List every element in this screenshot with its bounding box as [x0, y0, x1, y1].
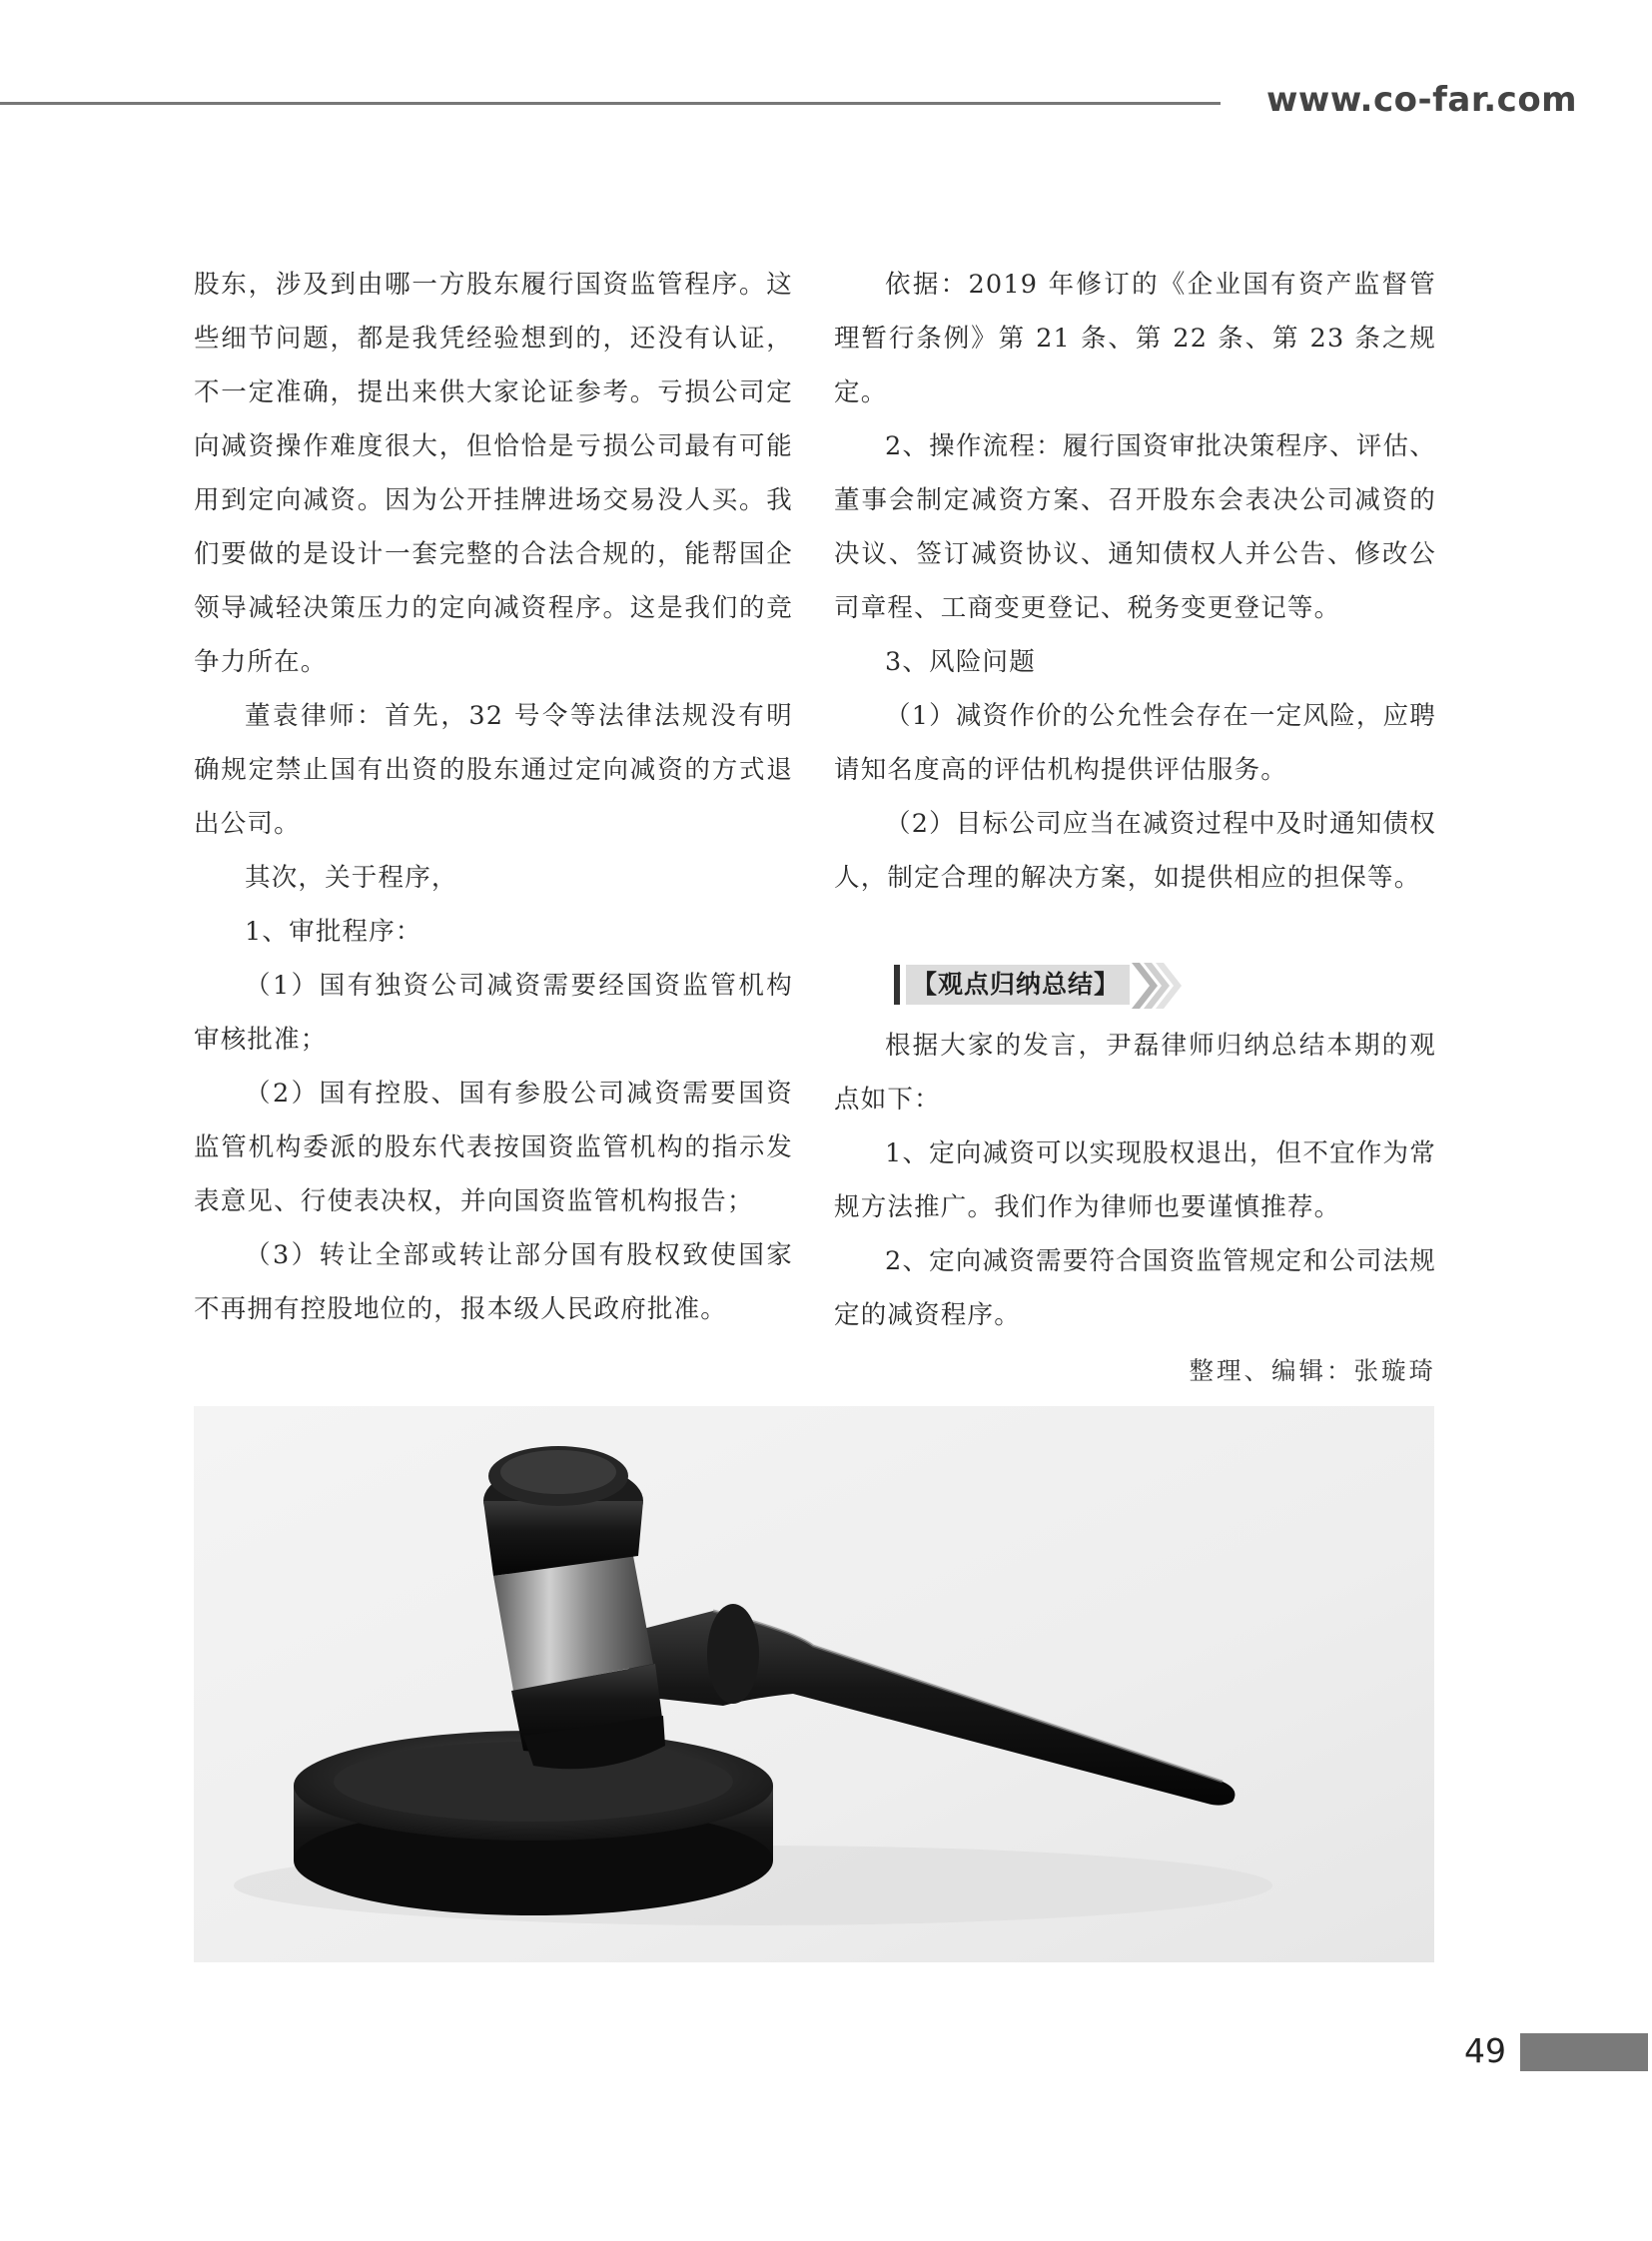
heading-stripes-decoration	[1132, 963, 1182, 1009]
summary-paragraph: 1、定向减资可以实现股权退出，但不宜作为常规方法推广。我们作为律师也要谨慎推荐。	[834, 1138, 1436, 1222]
body-paragraph: （1）国有独资公司减资需要经国资监管机构审核批准；	[194, 971, 793, 1055]
heading-bar	[894, 965, 900, 1005]
page-number-bar	[1520, 2033, 1648, 2071]
body-paragraph: （2）国有控股、国有参股公司减资需要国资监管机构委派的股东代表按国资监管机构的指示发表意见、行使表决权，并向国资监管机构报告；	[194, 1079, 793, 1216]
body-paragraph: （1）减资作价的公允性会存在一定风险，应聘请知名度高的评估机构提供评估服务。	[834, 701, 1436, 785]
page-number: 49	[1464, 2031, 1506, 2070]
body-paragraph: 董袁律师：首先，32 号令等法律法规没有明确规定禁止国有出资的股东通过定向减资的方式退出公司。	[194, 701, 793, 839]
body-paragraph: 其次，关于程序，	[245, 863, 458, 893]
header-url: www.co-far.com	[1266, 80, 1578, 120]
body-paragraph: （2）目标公司应当在减资过程中及时通知债权人，制定合理的解决方案，如提供相应的担保等。	[834, 809, 1436, 893]
body-paragraph: 依据：2019 年修订的《企业国有资产监督管理暂行条例》第 21 条、第 22 条、第 23 条之规定。	[834, 270, 1436, 407]
right-column	[834, 258, 1436, 1396]
left-column	[194, 258, 793, 1336]
body-paragraph: 2、操作流程：履行国资审批决策程序、评估、董事会制定减资方案、召开股东会表决公司减资的决议、签订减资协议、通知债权人并公告、修改公司章程、工商变更登记、税务变更登记等。	[834, 431, 1436, 623]
body-paragraph: 1、审批程序：	[245, 917, 422, 947]
summary-heading-label: 【观点归纳总结】	[906, 965, 1130, 1005]
gavel-photo	[194, 1406, 1434, 1962]
body-paragraph: 3、风险问题	[885, 647, 1036, 677]
header-rule	[0, 102, 1221, 105]
summary-heading	[894, 959, 1436, 1011]
body-paragraph: 股东，涉及到由哪一方股东履行国资监管程序。这些细节问题，都是我凭经验想到的，还没有认证，不一定准确，提出来供大家论证参考。亏损公司定向减资操作难度很大，但恰恰是亏损公司最有可能用到定向减资。因为公开挂牌进场交易没人买。我们要做的是设计一套完整的合法合规的，能帮国企领导减轻决策压力的定向减资程序。这是我们的竞争力所在。	[194, 270, 793, 677]
editor-signature: 整理、编辑：张璇琦	[1189, 1356, 1436, 1385]
body-paragraph: （3）转让全部或转让部分国有股权致使国家不再拥有控股地位的，报本级人民政府批准。	[194, 1240, 793, 1324]
summary-paragraph: 2、定向减资需要符合国资监管规定和公司法规定的减资程序。	[834, 1246, 1436, 1330]
summary-paragraph: 根据大家的发言，尹磊律师归纳总结本期的观点如下：	[834, 1031, 1436, 1115]
